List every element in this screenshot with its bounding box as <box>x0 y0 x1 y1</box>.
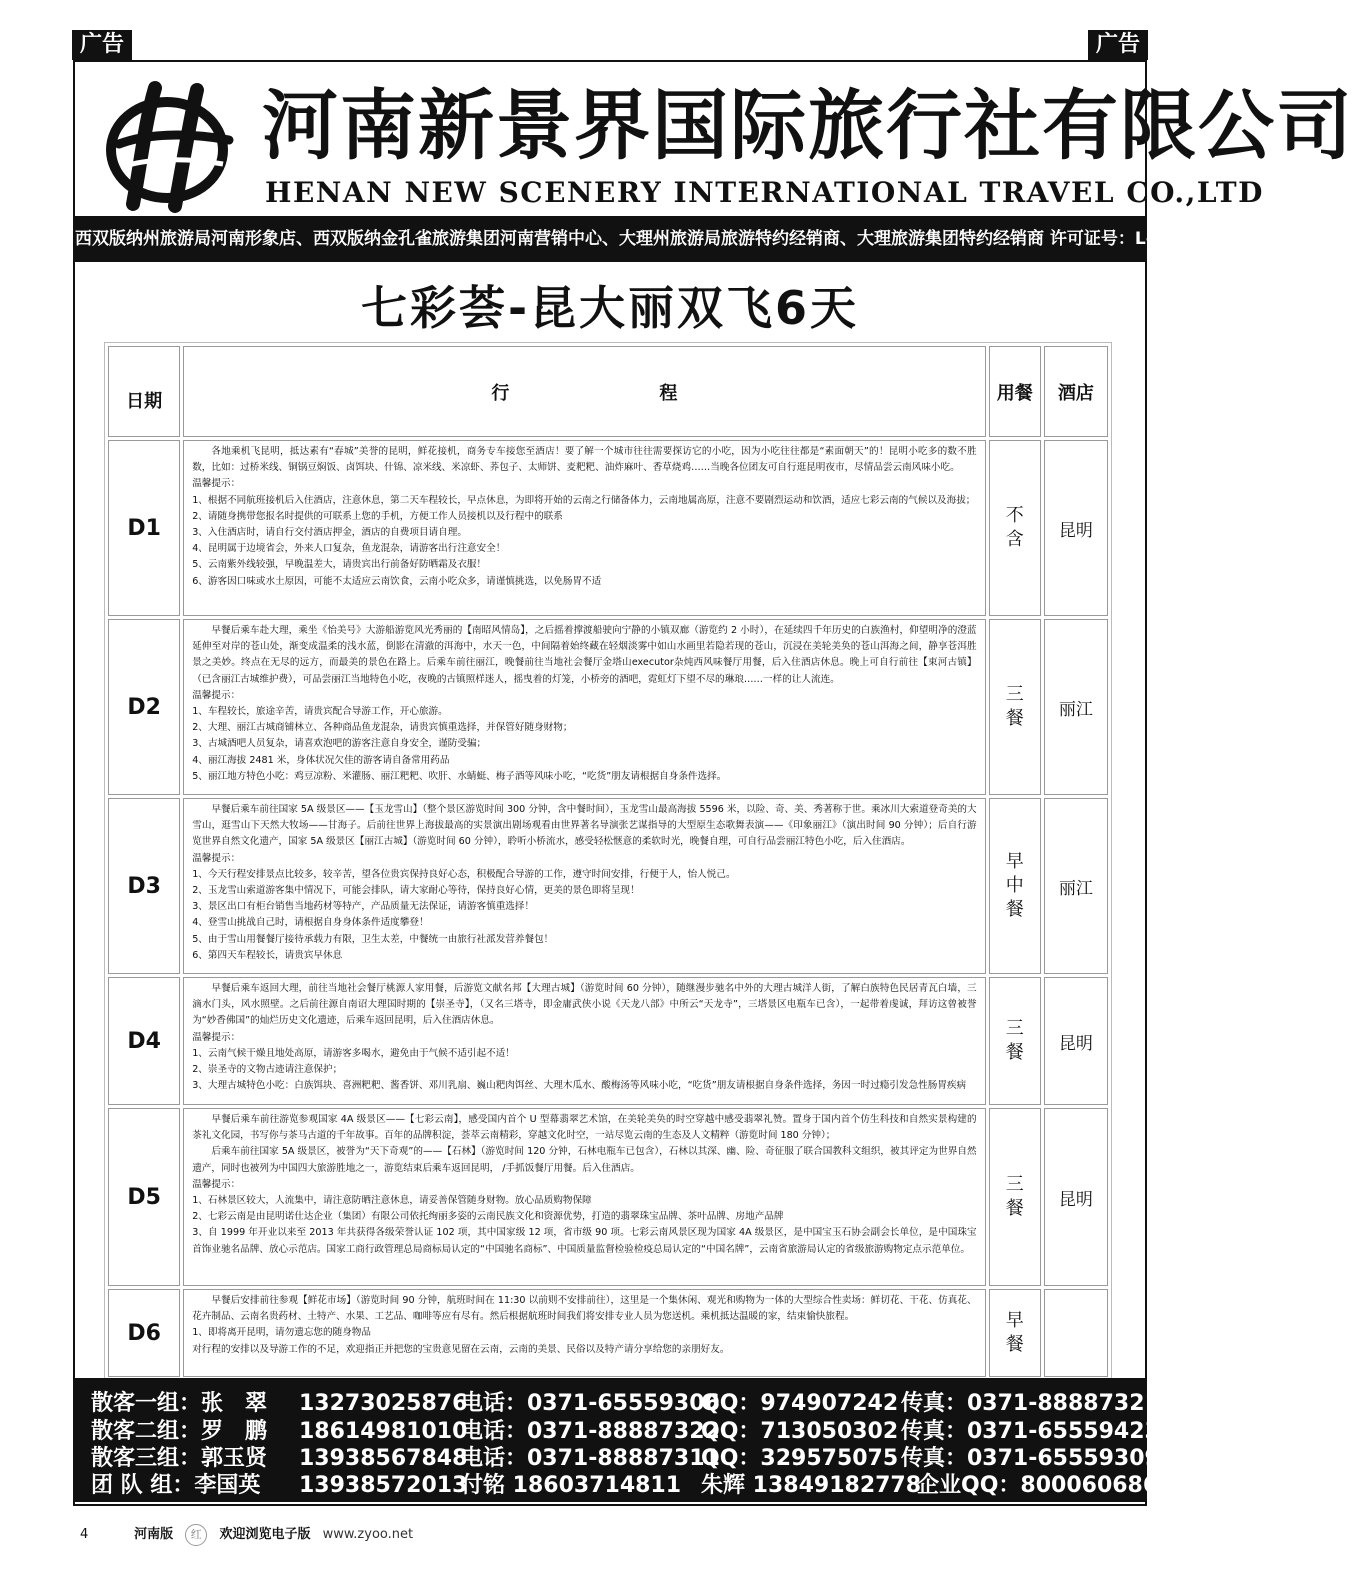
contact-fax: 传真：0371-65559423 <box>901 1419 1160 1444</box>
meal-char: 早 <box>1005 851 1024 872</box>
meal-char: 三 <box>1005 1174 1024 1195</box>
meal-cell <box>989 977 1041 1105</box>
route-desc: 早餐后乘车前往游览参观国家 4A 级景区——【七彩云南】，感受国内首个 U 型幕翡翠艺术馆，在美轮美奂的时空穿越中感受翡翠礼赞。置身于国内首个仿生科技和自然实景构建的茶礼文化园，书写你与茶马古道的千年故事。百年的品牌积淀，荟萃云南精彩，穿越文化时空，一站尽览云南的生态及人文精粹（游览时间 180 分钟）； <box>192 1114 977 1142</box>
contact-fax: 传真：0371-88887321 <box>901 1391 1160 1416</box>
route-desc: 各地乘机飞昆明，抵达素有“春城”美誉的昆明，鲜花接机，商务专车接您至酒店！要了解一个城市往往需要探访它的小吃，因为小吃往往都是“素面朝天”的！昆明小吃多的数不胜数，比如：过桥米线、铜锅豆焖饭、卤饵块、什锦、凉米线、米凉虾、荞包子、太师饼、麦粑粑、油炸麻叶、香草烧鸡……当晚各位团友可自行逛昆明夜市，尽情品尝云南风味小吃。 <box>192 446 977 474</box>
tip-line: 对行程的安排以及导游工作的不足，欢迎指正并把您的宝贵意见留在云南，云南的美景、民俗以及特产请分享给您的亲朋好友。 <box>192 1343 730 1355</box>
day-cell: D1 <box>108 440 180 616</box>
tip-line: 3、入住酒店时，请自行交付酒店押金，酒店的自费项目请自理。 <box>192 527 467 539</box>
tip-line: 3、古城酒吧人员复杂，请喜欢泡吧的游客注意自身安全，谨防受骗； <box>192 738 487 750</box>
day-cell: D3 <box>108 798 180 974</box>
tip-line: 1、根据不同航班接机后入住酒店，注意休息，第二天车程较长，早点休息，为即将开始的云南之行储备体力，云南地属高原，注意不要剧烈运动和饮酒，适应七彩云南的气候以及海拔； <box>192 494 976 506</box>
table-row <box>108 440 1108 616</box>
company-name-cn: 河南新景界国际旅行社有限公司 <box>262 81 1354 170</box>
slogan: 欢迎浏览电子版 <box>219 1527 311 1542</box>
tip-line: 2、大理、丽江古城商铺林立、各种商品鱼龙混杂，请贵宾慎重选择，并保管好随身财物； <box>192 722 573 734</box>
ad-tag-left: 广告 <box>72 30 132 60</box>
hotel-cell: 昆明 <box>1044 440 1108 616</box>
contact-tel: 付铭 18603714811 <box>461 1473 682 1498</box>
contact-qq: QQ：974907242 <box>701 1391 899 1416</box>
dealer-license-bar: 西双版纳州旅游局河南形象店、西双版纳金孔雀旅游集团河南营销中心、大理州旅游局旅游特约经销商、大理旅游集团特约经销商 许可证号：L-HENO1231 <box>75 216 1145 262</box>
route-cell <box>183 977 985 1105</box>
meal-cell <box>989 798 1041 974</box>
table-row <box>108 1289 1108 1377</box>
company-name-en: HENAN NEW SCENERY INTERNATIONAL TRAVEL CO.,LTD <box>265 176 1264 209</box>
hotel-cell: 昆明 <box>1044 1108 1108 1286</box>
contact-mobile: 18614981010 <box>299 1419 468 1444</box>
meal-char: 三 <box>1005 1018 1024 1039</box>
header-route: 行程 <box>183 346 985 437</box>
tip-line: 1、云南气候干燥且地处高原，请游客多喝水，避免由于气候不适引起不适！ <box>192 1047 515 1059</box>
contact-tel: 电话：0371-88887311 <box>461 1446 720 1471</box>
route-cell <box>183 619 985 795</box>
page-footer <box>80 1523 413 1547</box>
meal-char: 餐 <box>1005 1198 1024 1219</box>
day-cell: D6 <box>108 1289 180 1377</box>
meal-char: 餐 <box>1005 1042 1024 1063</box>
tip-line: 温馨提示： <box>192 852 241 864</box>
day-cell: D2 <box>108 619 180 795</box>
tip-line: 3、大理古城特色小吃：白族饵块、喜洲粑粑、酱香饼、邓川乳扇、巍山粑肉饵丝、大理木瓜水、酸梅汤等风味小吃，“吃货”朋友请根据自身条件选择，务因一时过瘾引发急性肠胃疾病 <box>192 1080 967 1092</box>
tip-line: 2、请随身携带您报名时提供的可联系上您的手机，方便工作人员接机以及行程中的联系 <box>192 510 563 522</box>
header-meal: 用餐 <box>989 346 1041 437</box>
contact-mobile: 13938567848 <box>299 1446 468 1471</box>
contact-tel: 电话：0371-65559306 <box>461 1391 720 1416</box>
meal-cell <box>989 1108 1041 1286</box>
table-row <box>108 798 1108 974</box>
contact-tel: 电话：0371-88887322 <box>461 1419 720 1444</box>
route-desc: 后乘车前往国家 5A 级景区，被誉为“天下奇观”的——【石林】（游览时间 120 分钟，石林电瓶车已包含），石林以其深、幽、险、奇征服了联合国教科文组织，被其评定为世界自然遗产，同时也被列为中国四大旅游胜地之一，游览结束后乘车返回昆明， /手抓饭餐厅用餐。后入住酒店。 <box>192 1146 977 1174</box>
contact-qq: QQ：713050302 <box>701 1419 899 1444</box>
meal-char: 餐 <box>1005 1334 1024 1355</box>
contact-qq: QQ：329575075 <box>701 1446 899 1471</box>
header-hotel: 酒店 <box>1044 346 1108 437</box>
table-row <box>108 977 1108 1105</box>
route-desc: 早餐后乘车赴大理，乘坐《怡美号》大游船游览风光秀丽的【南昭风情岛】，之后摇着撑渡船驶向宁静的小镇双廊（游览约 2 小时），在延续四千年历史的白族渔村，仰望明净的澄蓝延伸至对岸的苍山处，渐变成温柔的浅水蓝，倒影在清澈的洱海中，水天一色，中间隔着始终藏在轻烟淡雾中如山水画里若隐若现的苍山，沉浸在美轮美奂的苍山洱海之间，静享苍洱胜景之美妙。终点在无尽的远方，而最美的景色在路上。后乘车前往丽江，晚餐前往当地社会餐厅金塔山executor杂炖西风味餐厅用餐，后入住酒店休息。晚上可自行前往【束河古镇】（已含丽江古城维护费），可品尝丽江当地特色小吃，夜晚的古镇照样迷人，摇曳着的灯笼，小桥旁的酒吧，霓虹灯下望不尽的琳琅……一样的让人流连。 <box>192 625 977 685</box>
route-desc: 早餐后乘车返回大理，前往当地社会餐厅桃源人家用餐，后游览文献名邦【大理古城】（游览时间 60 分钟），随继漫步驰名中外的大理古城洋人街，了解白族特色民居青瓦白墙，三滴水门头，风水照壁。之后前往源自南诏大理国时期的【崇圣寺】，（又名三塔寺，即金庸武侠小说《天龙八部》中所云“天龙寺”，三塔景区电瓶车已含），一起带着虔诚，拜访这曾被誉为“妙香佛国”的灿烂历史文化遗迹，后乘车返回昆明，后入住酒店休息。 <box>192 983 977 1027</box>
route-cell <box>183 798 985 974</box>
contact-qq: 朱辉 13849182778 <box>701 1473 922 1498</box>
page-number: 4 <box>80 1527 89 1542</box>
contact-group: 团 队 组：李国英 <box>91 1473 261 1498</box>
tip-line: 1、车程较长，旅途辛苦，请贵宾配合导游工作，开心旅游。 <box>192 706 448 718</box>
company-logo-icon <box>105 82 235 212</box>
route-cell <box>183 440 985 616</box>
table-row <box>108 1108 1108 1286</box>
route-desc: 早餐后安排前往参观【鲜花市场】（游览时间 90 分钟，航班时间在 11:30 以前则不安排前往），这里是一个集休闲、观光和购物为一体的大型综合性卖场：鲜切花、干花、仿真花、花卉制品、云南名贵药材、土特产、水果、工艺品、咖啡等应有尽有。然后根据航班时间我们将安排专业人员为您送机。乘机抵达温暖的家，结束愉快旅程。 <box>192 1295 977 1323</box>
meal-char: 早 <box>1005 1310 1024 1331</box>
tip-line: 3、自 1999 年开业以来至 2013 年共获得各级荣誉认证 102 项，其中国家级 12 项，省市级 90 项。七彩云南风景区现为国家 4A 级景区，是中国宝玉石协会副会长单位，是中国珠宝首饰业驰名品牌、放心示范店。国家工商行政管理总局商标局认定的“中国驰名商标”、中国质量监督检验检疫总局认定的“中国名牌”，云南省旅游局认定的省级旅游购物定点示范单位。 <box>192 1227 977 1255</box>
tip-line: 6、第四天车程较长，请贵宾早休息 <box>192 949 343 961</box>
meal-char: 三 <box>1005 684 1024 705</box>
tip-line: 5、云南紫外线较强，早晚温差大，请贵宾出行前备好防晒霜及衣服！ <box>192 559 487 571</box>
contact-group: 散客二组：罗 鹏 <box>91 1419 268 1444</box>
tip-line: 2、七彩云南是由昆明诺仕达企业（集团）有限公司依托绚丽多姿的云南民族文化和资源优势，打造的翡翠珠宝品牌、茶叶品牌、房地产品牌 <box>192 1211 784 1223</box>
route-title: 七彩荟-昆大丽双飞6天 <box>360 281 860 335</box>
tip-line: 1、即将离开昆明，请勿遗忘您的随身物品 <box>192 1327 371 1339</box>
table-header-row <box>108 346 1108 437</box>
meal-cell <box>989 440 1041 616</box>
tip-line: 4、丽江海拔 2481 米，身体状况欠佳的游客请自备常用药品 <box>192 754 450 766</box>
tip-line: 3、景区出口有柜台销售当地药材等特产，产品质量无法保证，请游客慎重选择！ <box>192 901 535 913</box>
contact-mobile: 13938572013 <box>299 1473 468 1498</box>
tip-line: 温馨提示： <box>192 478 241 490</box>
tip-line: 温馨提示： <box>192 1178 241 1190</box>
meal-char: 中 <box>1005 875 1024 896</box>
route-cell <box>183 1289 985 1377</box>
tip-line: 2、崇圣寺的文物古迹请注意保护； <box>192 1064 343 1076</box>
tip-line: 温馨提示： <box>192 1031 241 1043</box>
tip-line: 1、石林景区较大，人流集中，请注意防晒注意休息，请妥善保管随身财物。放心品质购物保障 <box>192 1195 592 1207</box>
tip-line: 4、昆明属于边境省会，外来人口复杂，鱼龙混杂，请游客出行注意安全！ <box>192 543 506 555</box>
tip-line: 6、游客因口味或水土原因，可能不太适应云南饮食，云南小吃众多，请谨慎挑选，以免肠胃不适 <box>192 575 602 587</box>
meal-char: 餐 <box>1005 899 1024 920</box>
meal-cell <box>989 619 1041 795</box>
itinerary-table <box>104 342 1112 1381</box>
tip-line: 4、登雪山挑战自己时，请根据自身身体条件适度攀登！ <box>192 917 429 929</box>
ad-tag-right: 广告 <box>1088 30 1148 60</box>
meal-char: 不 <box>1005 505 1024 526</box>
contact-block <box>75 1378 1160 1502</box>
day-cell: D5 <box>108 1108 180 1286</box>
contact-fax: 企业QQ：800060686 <box>917 1473 1159 1498</box>
contact-fax: 传真：0371-65559309 <box>901 1446 1160 1471</box>
meal-char: 餐 <box>1005 708 1024 729</box>
meal-cell <box>989 1289 1041 1377</box>
hotel-cell: 丽江 <box>1044 798 1108 974</box>
seal-icon: 红 <box>185 1524 207 1546</box>
tip-line: 1、今天行程安排景点比较多，较辛苦，望各位贵宾保持良好心态，积极配合导游的工作，遵守时间安排，行便于人，怡人悦己。 <box>192 868 736 880</box>
website-link[interactable]: www.zyoo.net <box>322 1527 414 1542</box>
table-row <box>108 619 1108 795</box>
tip-line: 2、玉龙雪山索道游客集中情况下，可能会排队，请大家耐心等待，保持良好心情，更美的景色即将呈现！ <box>192 885 640 897</box>
contact-group: 散客一组：张 翠 <box>91 1391 268 1416</box>
hotel-cell <box>1044 1289 1108 1377</box>
day-cell: D4 <box>108 977 180 1105</box>
contact-group: 散客三组：郭玉贤 <box>91 1446 268 1471</box>
edition-label: 河南版 <box>134 1527 174 1542</box>
route-cell <box>183 1108 985 1286</box>
contact-mobile: 13273025876 <box>299 1391 468 1416</box>
tip-line: 5、丽江地方特色小吃：鸡豆凉粉、米灌肠、丽江粑粑、吹肝、水蜻蜓、梅子酒等风味小吃，“吃货”朋友请根据自身条件选择。 <box>192 770 727 782</box>
route-desc: 早餐后乘车前往国家 5A 级景区——【玉龙雪山】（整个景区游览时间 300 分钟，含中餐时间），玉龙雪山最高海拔 5596 米，以险、奇、美、秀著称于世。乘冰川大索道登奇美的大雪山，逛雪山下天然大牧场——甘海子。后前往世界上海拔最高的实景演出剧场观看由世界著名导演张艺谋指导的大型原生态歌舞表演——《印象丽江》（演出时间 90 分钟）；后自行游览世界自然文化遗产，国家 5A 级景区【丽江古城】（游览时间 60 分钟），聆听小桥流水，感受轻松惬意的柔软时光，晚餐自理，可自行品尝丽江特色小吃，后入住酒店。 <box>192 804 977 848</box>
tip-line: 5、由于雪山用餐餐厅接待承载力有限，卫生太差，中餐统一由旅行社派发营养餐包！ <box>192 933 554 945</box>
hotel-cell: 昆明 <box>1044 977 1108 1105</box>
meal-char: 含 <box>1005 529 1024 550</box>
header-date: 日期 <box>108 346 180 437</box>
hotel-cell: 丽江 <box>1044 619 1108 795</box>
tip-line: 温馨提示： <box>192 689 241 701</box>
